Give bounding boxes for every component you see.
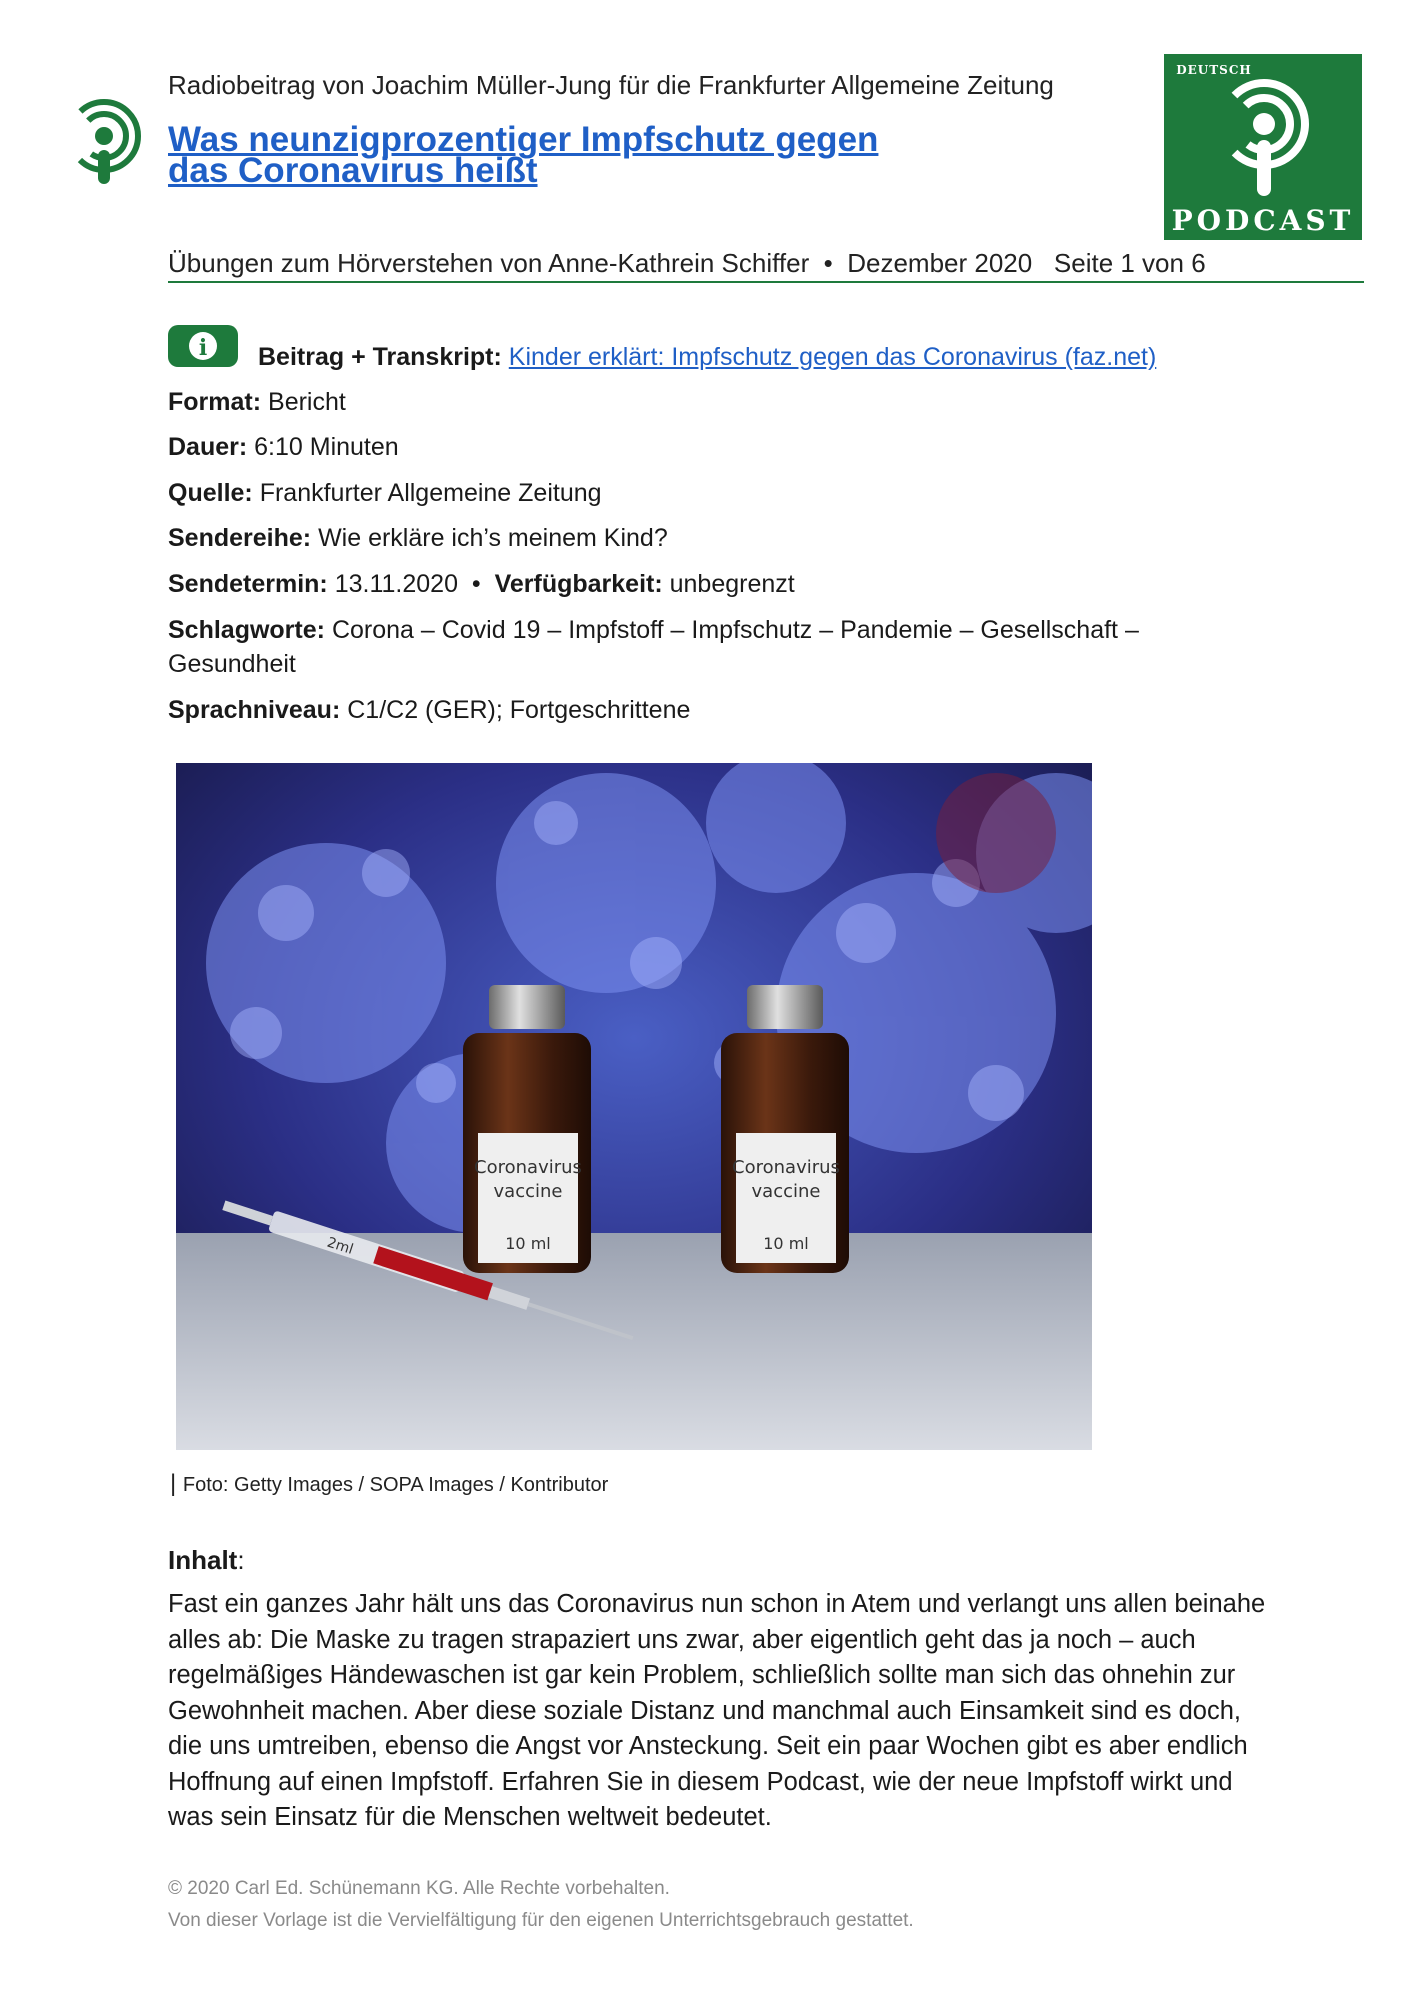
- source-line: Radiobeitrag von Joachim Müller-Jung für die Frankfurter Allgemeine Zeitung: [168, 70, 1054, 100]
- sendetermin-value: 13.11.2020: [334, 570, 458, 598]
- vial-right-volume: 10 ml: [763, 1234, 809, 1253]
- sendetermin-label: Sendetermin:: [168, 570, 328, 598]
- dauer-value: 6:10 Minuten: [254, 433, 399, 461]
- sendereihe-value: Wie erkläre ich’s meinem Kind?: [318, 524, 668, 552]
- footer-note: Von dieser Vorlage ist die Vervielfältigung für den eigenen Unterrichtsgebrauch gestattet.: [168, 1910, 914, 1931]
- title-line-1[interactable]: Was neunzigprozentiger Impfschutz gegen: [168, 120, 879, 159]
- footer-copyright: © 2020 Carl Ed. Schünemann KG. Alle Rechte vorbehalten.: [168, 1878, 670, 1899]
- vial-left-text-1: Coronavirus: [474, 1157, 582, 1178]
- sendetermin-row: [168, 567, 1218, 601]
- format-label: Format:: [168, 388, 262, 416]
- vaccine-photo: [176, 763, 1092, 1450]
- quelle-label: Quelle:: [168, 479, 253, 507]
- schlagworte-label: Schlagworte:: [168, 616, 325, 644]
- caption-bar: |: [170, 1470, 183, 1497]
- bullet-separator: •: [464, 570, 488, 598]
- exercise-subheader: Übungen zum Hörverstehen von Anne-Kathrein Schiffer • Dezember 2020 Seite 1 von 6: [168, 248, 1206, 278]
- sprachniveau-label: Sprachniveau:: [168, 696, 341, 724]
- title-link[interactable]: [168, 120, 968, 190]
- title-line-2[interactable]: das Coronavirus heißt: [168, 151, 538, 190]
- syringe-label: 2ml: [325, 1234, 356, 1258]
- beitrag-link[interactable]: Kinder erklärt: Impfschutz gegen das Coronavirus (faz.net): [508, 343, 1157, 371]
- info-icon: [168, 325, 238, 367]
- header-divider: [168, 281, 1364, 283]
- beitrag-row: [258, 340, 1308, 374]
- vial-left-volume: 10 ml: [505, 1234, 551, 1253]
- quelle-value: Frankfurter Allgemeine Zeitung: [259, 479, 602, 507]
- podcast-icon: [66, 98, 142, 188]
- format-value: Bericht: [268, 388, 346, 416]
- photo-caption: [170, 1470, 608, 1498]
- sprachniveau-row: [168, 693, 1218, 727]
- logo-podcast-icon: [1216, 76, 1312, 200]
- logo-top-text: DEUTSCH: [1176, 63, 1252, 77]
- dauer-label: Dauer:: [168, 433, 248, 461]
- quelle-row: [168, 476, 1218, 510]
- inhalt-text: Fast ein ganzes Jahr hält uns das Coronavirus nun schon in Atem und verlangt uns allen beinahe alles ab: Die Maske zu tragen strapaziert uns zwar, aber eigentlich geht das ja noch – auch regelmäßiges Händewaschen ist gar kein Problem, schließlich sollte man sich das ohnehin zur Gewohnheit machen. Aber diese soziale Distanz und manchmal auch Einsamkeit sind es doch, die uns umtreiben, ebenso die Angst vor Ansteckung. Seit ein paar Wochen gibt es aber endlich Hoffnung auf einen Impfstoff. Erfahren Sie in diesem Podcast, wie der neue Impfstoff wirkt und was sein Einsatz für die Menschen weltweit bedeutet.: [168, 1590, 1266, 1831]
- logo-bottom-text: PODCAST: [1171, 204, 1355, 237]
- sprachniveau-value: C1/C2 (GER); Fortgeschrittene: [347, 696, 691, 724]
- vial-right-text-2: vaccine: [751, 1181, 821, 1202]
- sendereihe-row: [168, 521, 1218, 555]
- inhalt-colon: :: [237, 1545, 245, 1575]
- verfuegbarkeit-value: unbegrenzt: [669, 570, 795, 598]
- svg-text:i: i: [198, 335, 208, 361]
- beitrag-label: Beitrag + Transkript:: [258, 343, 502, 371]
- vial-left-text-2: vaccine: [493, 1181, 563, 1202]
- inhalt-heading: [168, 1545, 245, 1576]
- caption-text: Foto: Getty Images / SOPA Images / Kontributor: [182, 1474, 609, 1496]
- vial-right-text-1: Coronavirus: [732, 1157, 840, 1178]
- deutsch-podcast-logo: [1164, 54, 1362, 240]
- inhalt-heading-text: Inhalt: [168, 1545, 238, 1575]
- dauer-row: [168, 430, 1218, 464]
- verfuegbarkeit-label: Verfügbarkeit:: [494, 570, 663, 598]
- schlagworte-row: [168, 613, 1218, 681]
- format-row: [168, 385, 1218, 419]
- sendereihe-label: Sendereihe:: [168, 524, 312, 552]
- schlagworte-value: Corona – Covid 19 – Impfstoff – Impfschutz – Pandemie – Gesellschaft – Gesundheit: [168, 616, 1139, 678]
